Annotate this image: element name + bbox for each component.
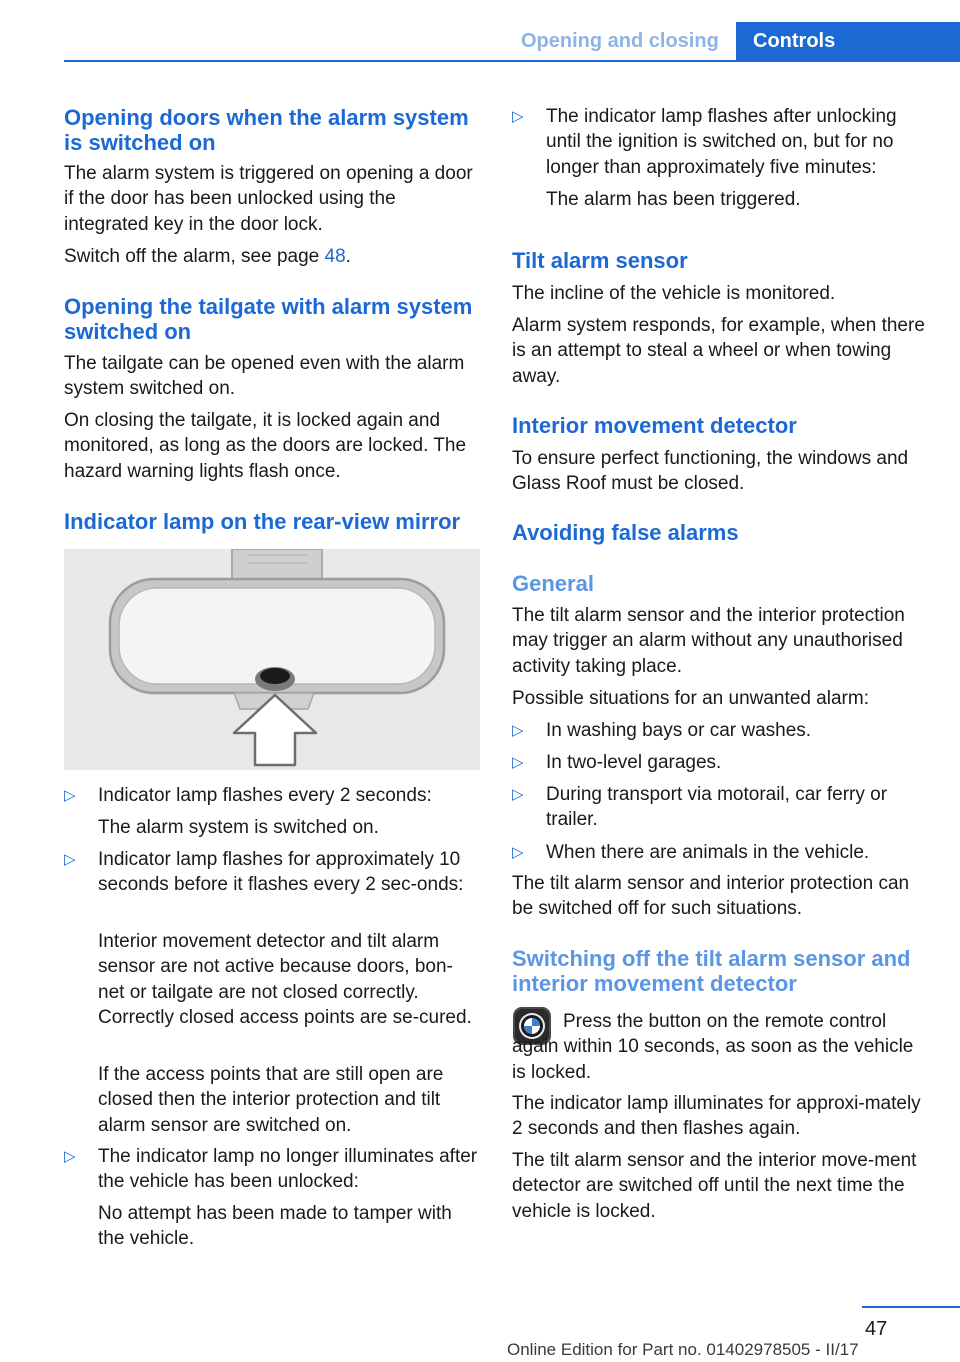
triangle-right-icon: ▷: [512, 754, 524, 771]
footer-rule: [862, 1306, 960, 1308]
header-chapter-label: Controls: [753, 30, 836, 52]
heading-tailgate: Opening the tailgate with alarm system switched on: [64, 294, 473, 344]
heading-tilt-alarm: Tilt alarm sensor: [512, 248, 688, 273]
para-switch-off-text: Switch off the alarm, see page: [64, 246, 325, 267]
list-item-text: The indicator lamp flashes after unlocking until the ignition is switched on, but for no longer than approximately five minutes:: [546, 106, 897, 178]
list-item: [512, 750, 932, 776]
list-item-detail: Interior movement detector and tilt alarm sensor are not active because doors, bon‐net or tailgate are not closed correctly. Correctly closed access points are se‐cured.: [98, 931, 472, 1028]
para-switch-situations: The tilt alarm sensor and interior protection can be switched off for such situations.: [512, 873, 910, 920]
triangle-right-icon: ▷: [512, 786, 524, 803]
triangle-right-icon: ▷: [512, 108, 524, 125]
list-item: [512, 718, 932, 744]
header-section-title: Opening and closing: [521, 30, 719, 52]
triangle-right-icon: ▷: [512, 844, 524, 861]
list-item-text: In washing bays or car washes.: [546, 720, 812, 741]
list-item-detail: The alarm has been triggered.: [546, 189, 801, 210]
header-rule: [64, 60, 960, 62]
triangle-right-icon: ▷: [64, 1148, 76, 1165]
para-switch-off: [64, 244, 474, 269]
para-interior: To ensure perfect functioning, the windows and Glass Roof must be closed.: [512, 448, 909, 495]
para-general-2: Possible situations for an unwanted alarm:: [512, 688, 869, 709]
para-tilt-2: Alarm system responds, for example, when there is an attempt to steal a wheel or when towing away.: [512, 315, 925, 387]
para-illuminates: The indicator lamp illuminates for approxi‐mately 2 seconds and then flashes again.: [512, 1093, 921, 1140]
para-tilt-1: The incline of the vehicle is monitored.: [512, 283, 836, 304]
list-item-detail: The alarm system is switched on.: [98, 817, 379, 838]
heading-general: General: [512, 571, 594, 596]
header-chapter-tab: [736, 22, 960, 62]
para-tailgate-2: On closing the tailgate, it is locked again and monitored, as long as the doors are locked. The hazard warning lights flash once.: [64, 410, 467, 482]
list-item-detail: No attempt has been made to tamper with the vehicle.: [98, 1203, 452, 1250]
list-item: [64, 783, 479, 809]
list-item: [512, 782, 932, 834]
page-ref-link[interactable]: 48: [324, 246, 346, 267]
list-item-text: Indicator lamp flashes every 2 seconds:: [98, 785, 432, 806]
para-triggered: The alarm system is triggered on opening a door if the door has been unlocked using the integrated key in the door lock.: [64, 163, 473, 235]
list-item: [512, 104, 932, 180]
para-switched-off: The tilt alarm sensor and the interior move‐ment detector are switched off until the next time the vehicle is locked.: [512, 1150, 917, 1222]
triangle-right-icon: ▷: [64, 787, 76, 804]
triangle-right-icon: ▷: [512, 722, 524, 739]
page-number: 47: [865, 1318, 888, 1340]
list-item-text: When there are animals in the vehicle.: [546, 842, 870, 863]
list-item-text: The indicator lamp no longer illuminates after the vehicle has been unlocked:: [98, 1146, 478, 1193]
triangle-right-icon: ▷: [64, 851, 76, 868]
heading-avoiding-false-alarms: Avoiding false alarms: [512, 520, 739, 545]
list-item: [512, 840, 932, 866]
para-tailgate-1: The tailgate can be opened even with the alarm system switched on.: [64, 353, 465, 400]
rear-view-mirror-drawing: [64, 549, 480, 770]
list-item: [64, 1144, 479, 1196]
list-item-text: In two-level garages.: [546, 752, 722, 773]
para-press-button: Press the button on the remote control again within 10 seconds, as soon as the vehicle is locked.: [512, 1011, 914, 1083]
list-item-text: Indicator lamp flashes for approximately 10 seconds before it flashes every 2 sec‐onds:: [98, 849, 464, 896]
list-item-text: During transport via motorail, car ferry or trailer.: [546, 784, 888, 831]
heading-opening-doors: Opening doors when the alarm system is switched on: [64, 105, 469, 155]
para-switch-off-suffix: .: [345, 246, 351, 267]
para-general-1: The tilt alarm sensor and the interior protection may trigger an alarm without any unauthorised activity taking place.: [512, 605, 905, 677]
list-item-detail: If the access points that are still open are closed then the interior protection and tilt alarm sensor are switched on.: [98, 1064, 444, 1136]
rear-view-mirror-illustration: [64, 549, 480, 770]
edition-footer: Online Edition for Part no. 01402978505 - II/17: [507, 1340, 859, 1359]
heading-switching-off: Switching off the tilt alarm sensor and interior movement detector: [512, 946, 911, 996]
heading-interior-detector: Interior movement detector: [512, 413, 797, 438]
heading-indicator-lamp: Indicator lamp on the rear-view mirror: [64, 509, 461, 534]
list-item: [64, 847, 479, 923]
